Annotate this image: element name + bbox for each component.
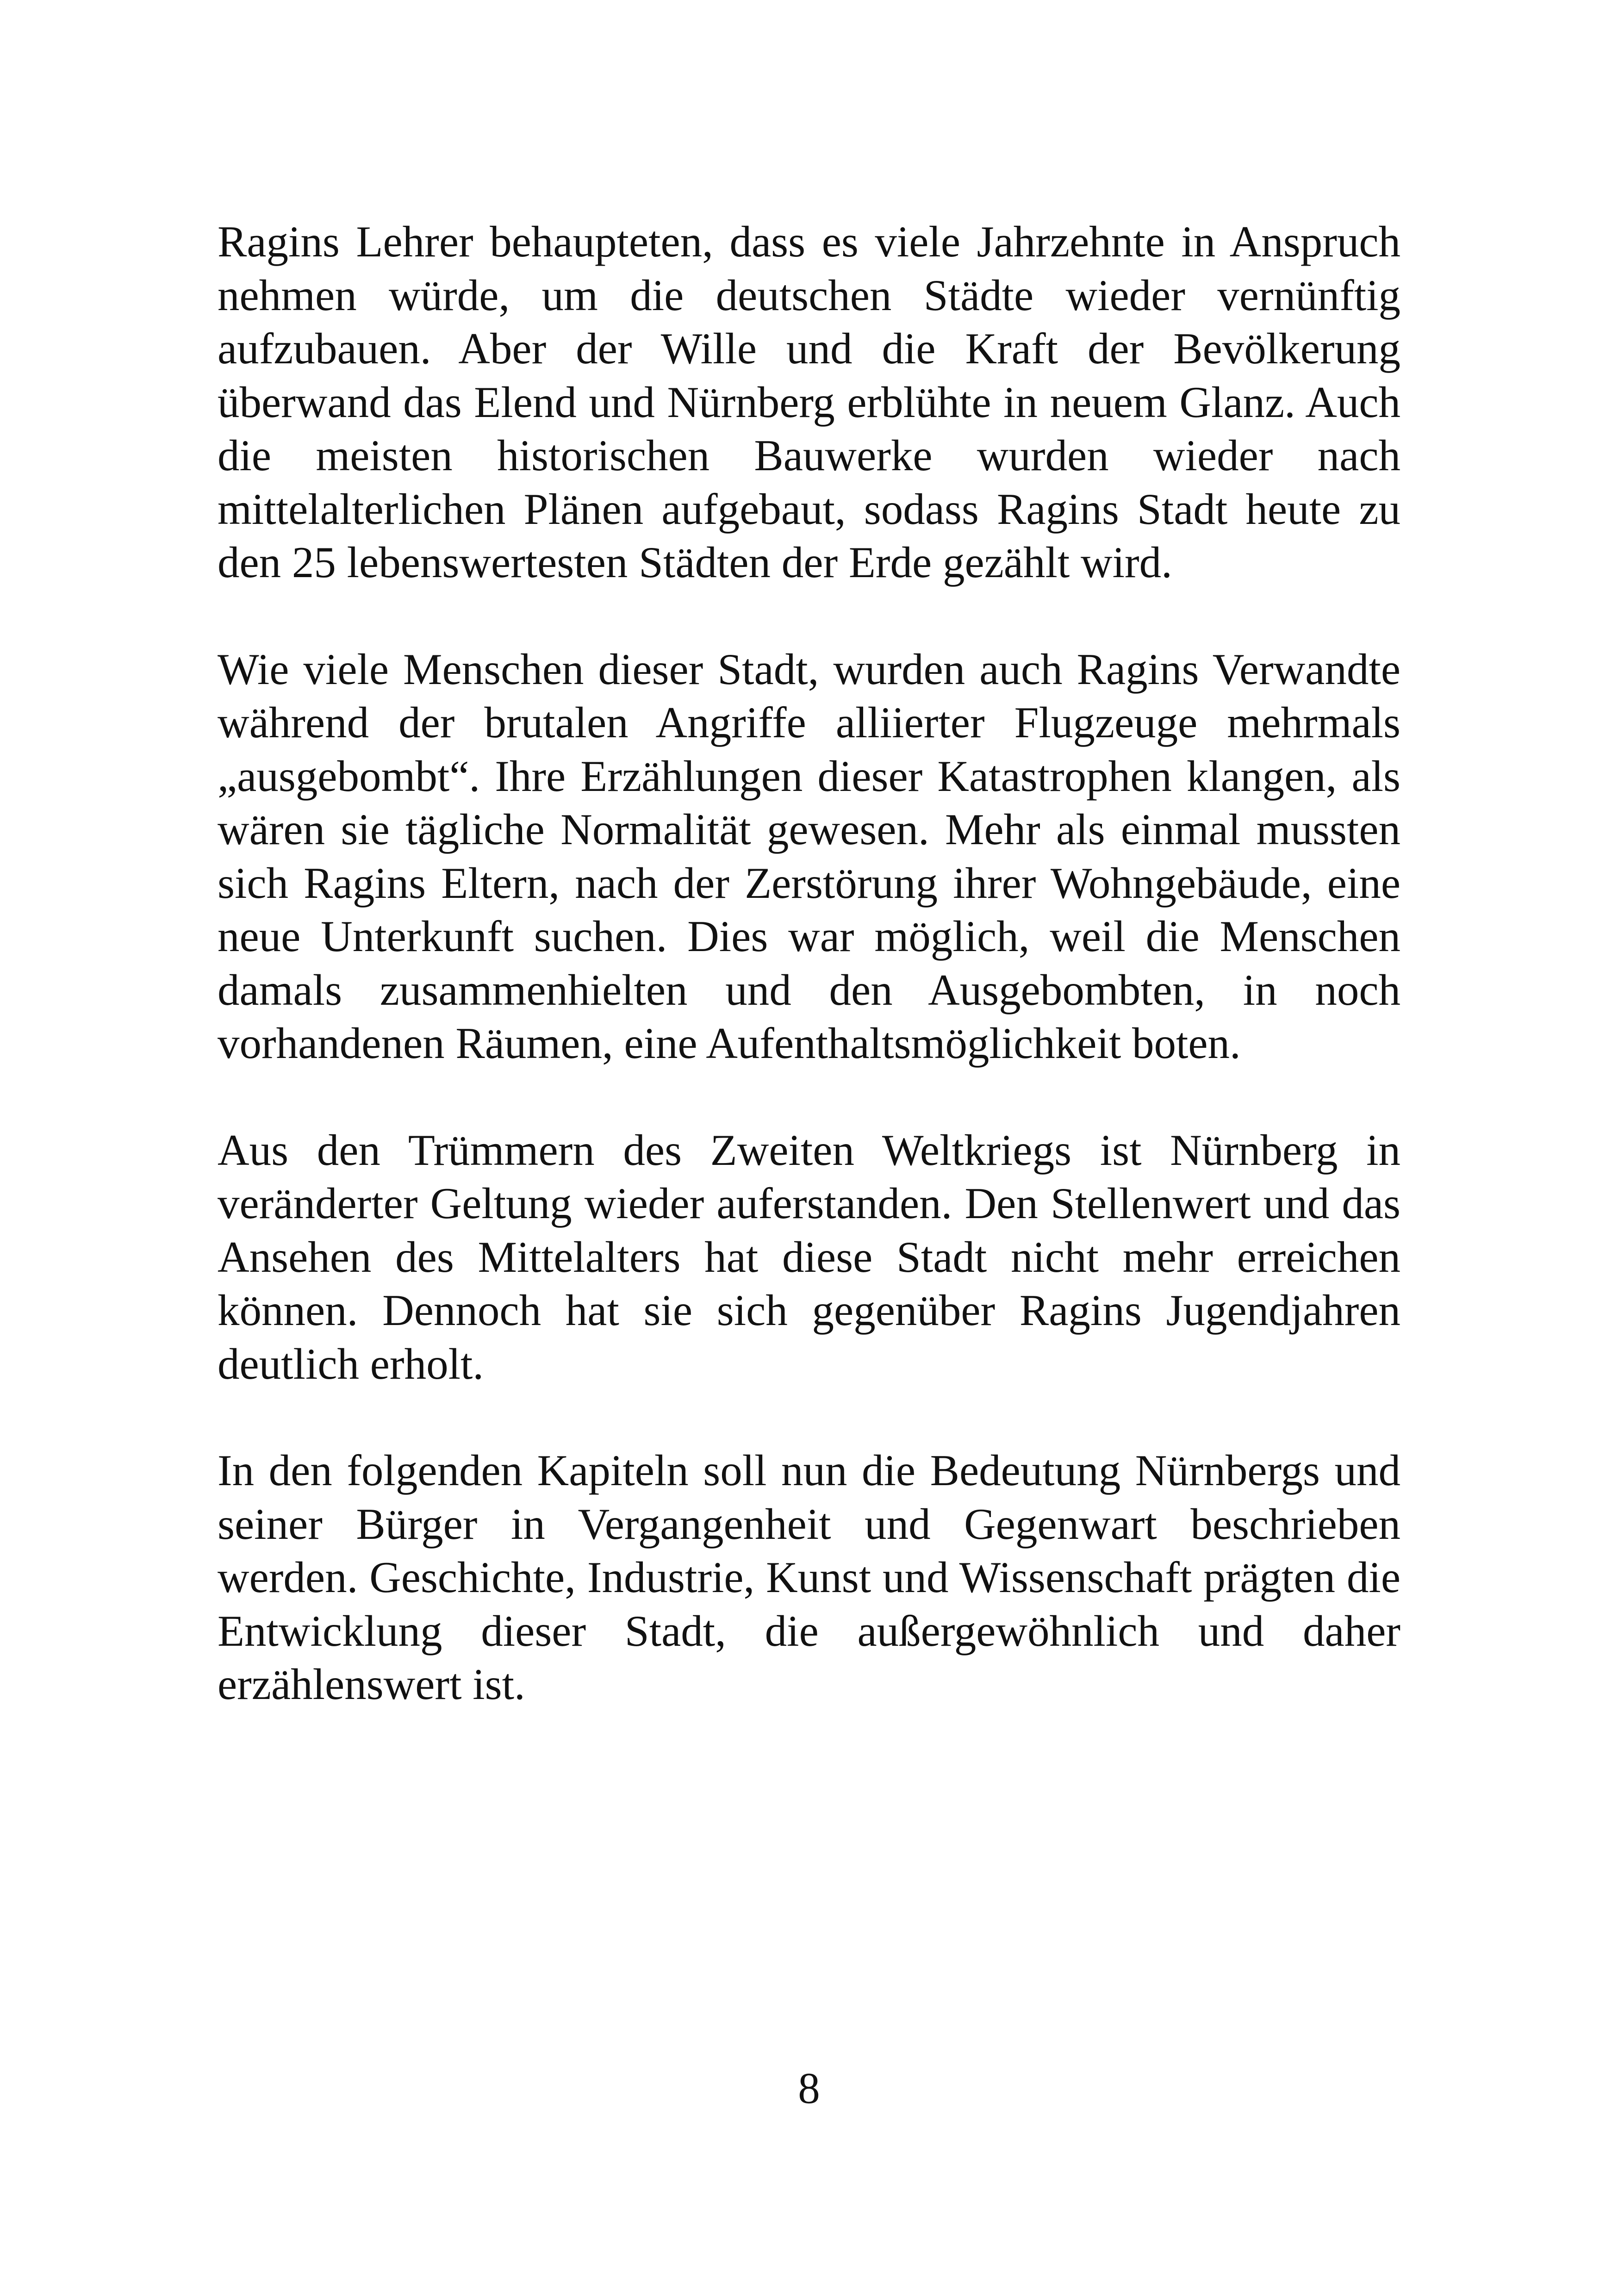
paragraph-1: Ragins Lehrer behaupteten, dass es viele Jahrzehnte in Anspruch nehmen würde, um die deutschen Städte wieder vernünftig aufzubauen. Aber der Wille und die Kraft der Bevölkerung überwand das Elend und Nürnberg erblühte in neuem Glanz. Auch die meisten historischen Bauwerke wurden wieder nach mittelalterlichen Plänen aufgebaut, sodass Ragins Stadt heute zu den 25 lebenswertesten Städten der Erde gezählt wird. [218, 217, 1400, 587]
body-text [218, 215, 1400, 1711]
paragraph-4: In den folgenden Kapiteln soll nun die Bedeutung Nürnbergs und seiner Bürger in Vergangenheit und Gegenwart beschrieben werden. Geschichte, Industrie, Kunst und Wissenschaft prägten die Entwicklung dieser Stadt, die außergewöhnlich und daher erzählenswert ist. [218, 1446, 1400, 1709]
page-number: 8 [798, 2064, 820, 2113]
paragraph-2: Wie viele Menschen dieser Stadt, wurden auch Ragins Verwandte während der brutalen Angriffe alliierter Flugzeuge mehrmals „ausgebombt“. Ihre Erzählungen dieser Katastrophen klangen, als wären sie tägliche Normalität gewesen. Mehr als einmal mussten sich Ragins Eltern, nach der Zerstörung ihrer Wohngebäude, eine neue Unterkunft suchen. Dies war möglich, weil die Menschen damals zusammenhielten und den Ausgebombten, in noch vorhandenen Räumen, eine Aufenthaltsmöglichkeit boten. [218, 644, 1400, 1068]
paragraph-3: Aus den Trümmern des Zweiten Weltkriegs ist Nürnberg in veränderter Geltung wieder auferstanden. Den Stellenwert und das Ansehen des Mittelalters hat diese Stadt nicht mehr erreichen können. Dennoch hat sie sich gegenüber Ragins Jugendjahren deutlich erholt. [218, 1125, 1400, 1388]
